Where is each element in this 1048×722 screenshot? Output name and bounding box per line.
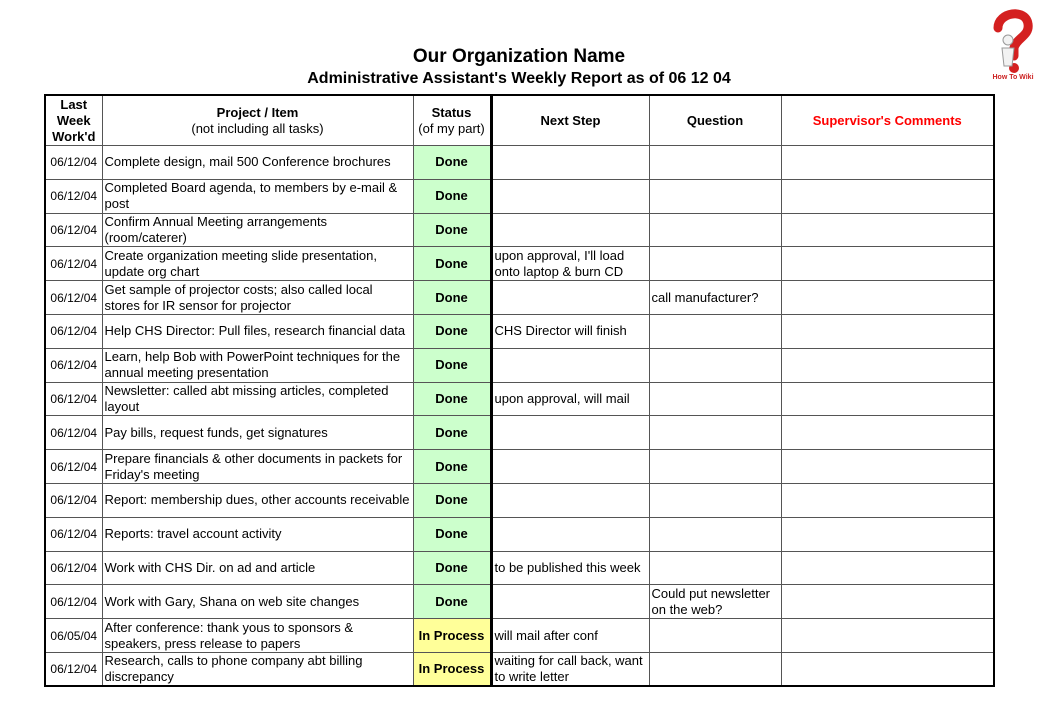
next-step-cell: [491, 179, 649, 213]
column-header-project: [102, 95, 413, 146]
week-cell: 06/12/04: [45, 382, 102, 416]
question-cell: [649, 146, 781, 180]
project-cell: After conference: thank yous to sponsors & speakers, press release to papers: [102, 619, 413, 653]
table-row: [45, 213, 994, 247]
question-cell: [649, 450, 781, 484]
organization-name: Our Organization Name: [412, 46, 626, 67]
week-cell: 06/12/04: [45, 281, 102, 315]
supervisor-comment-cell[interactable]: [781, 585, 994, 619]
project-cell: Work with CHS Dir. on ad and article: [102, 551, 413, 585]
week-cell: 06/12/04: [45, 146, 102, 180]
status-header-line1: Status: [431, 104, 472, 120]
status-cell: Done: [413, 382, 491, 416]
column-header-question: Question: [649, 95, 781, 146]
table-row: [45, 551, 994, 585]
status-cell: Done: [413, 146, 491, 180]
status-cell: Done: [413, 585, 491, 619]
supervisor-comment-cell[interactable]: [781, 213, 994, 247]
status-cell: Done: [413, 483, 491, 517]
week-header-line1: Last: [60, 96, 88, 112]
question-cell: [649, 382, 781, 416]
next-step-cell: [491, 146, 649, 180]
supervisor-comment-cell[interactable]: [781, 517, 994, 551]
table-row: [45, 450, 994, 484]
supervisor-comment-cell[interactable]: [781, 551, 994, 585]
table-row: [45, 585, 994, 619]
table-row: [45, 517, 994, 551]
next-step-cell: upon approval, I'll load onto laptop & burn CD: [491, 247, 649, 281]
supervisor-comment-cell[interactable]: [781, 652, 994, 686]
next-step-cell: to be published this week: [491, 551, 649, 585]
question-cell: [649, 247, 781, 281]
header-row: [45, 95, 994, 146]
status-cell: In Process: [413, 619, 491, 653]
table-row: [45, 314, 994, 348]
column-header-week: [45, 95, 102, 146]
next-step-cell: [491, 450, 649, 484]
question-cell: [649, 213, 781, 247]
week-cell: 06/12/04: [45, 450, 102, 484]
status-cell: Done: [413, 450, 491, 484]
next-step-cell: CHS Director will finish: [491, 314, 649, 348]
project-cell: Prepare financials & other documents in packets for Friday's meeting: [102, 450, 413, 484]
weekly-report-table: [44, 94, 995, 687]
project-cell: Completed Board agenda, to members by e-mail & post: [102, 179, 413, 213]
table-row: [45, 483, 994, 517]
next-step-cell: will mail after conf: [491, 619, 649, 653]
question-cell: [649, 314, 781, 348]
status-cell: Done: [413, 213, 491, 247]
status-cell: In Process: [413, 652, 491, 686]
question-cell: [649, 517, 781, 551]
status-cell: Done: [413, 517, 491, 551]
project-cell: Create organization meeting slide presentation, update org chart: [102, 247, 413, 281]
supervisor-comment-cell[interactable]: [781, 314, 994, 348]
week-cell: 06/12/04: [45, 551, 102, 585]
week-cell: 06/12/04: [45, 247, 102, 281]
status-header-line2: (of my part): [418, 120, 485, 136]
next-step-cell: [491, 348, 649, 382]
question-cell: [649, 652, 781, 686]
project-cell: Learn, help Bob with PowerPoint techniques for the annual meeting presentation: [102, 348, 413, 382]
supervisor-comment-cell[interactable]: [781, 619, 994, 653]
next-step-cell: [491, 483, 649, 517]
table-row: [45, 382, 994, 416]
question-cell: Could put newsletter on the web?: [649, 585, 781, 619]
table-row: [45, 179, 994, 213]
project-header-line1: Project / Item: [216, 104, 299, 120]
project-cell: Newsletter: called abt missing articles, completed layout: [102, 382, 413, 416]
project-cell: Work with Gary, Shana on web site changes: [102, 585, 413, 619]
status-cell: Done: [413, 348, 491, 382]
week-cell: 06/12/04: [45, 213, 102, 247]
status-cell: Done: [413, 314, 491, 348]
supervisor-comment-cell[interactable]: [781, 416, 994, 450]
project-cell: Pay bills, request funds, get signatures: [102, 416, 413, 450]
status-cell: Done: [413, 179, 491, 213]
status-cell: Done: [413, 551, 491, 585]
project-cell: Help CHS Director: Pull files, research financial data: [102, 314, 413, 348]
week-cell: 06/12/04: [45, 517, 102, 551]
supervisor-comment-cell[interactable]: [781, 247, 994, 281]
week-cell: 06/12/04: [45, 179, 102, 213]
supervisor-comment-cell[interactable]: [781, 483, 994, 517]
project-header-line2: (not including all tasks): [191, 120, 324, 136]
project-cell: Complete design, mail 500 Conference brochures: [102, 146, 413, 180]
table-row: [45, 348, 994, 382]
column-header-next-step: Next Step: [491, 95, 649, 146]
next-step-cell: [491, 281, 649, 315]
question-cell: [649, 348, 781, 382]
next-step-cell: [491, 213, 649, 247]
question-cell: [649, 483, 781, 517]
report-rows: [45, 146, 994, 687]
table-row: [45, 652, 994, 686]
supervisor-comment-cell[interactable]: [781, 281, 994, 315]
project-cell: Confirm Annual Meeting arrangements (room/caterer): [102, 213, 413, 247]
week-cell: 06/12/04: [45, 652, 102, 686]
week-header-line3: Work'd: [52, 128, 96, 144]
table-row: [45, 619, 994, 653]
table-row: [45, 281, 994, 315]
next-step-cell: [491, 585, 649, 619]
table-row: [45, 416, 994, 450]
status-cell: Done: [413, 247, 491, 281]
week-cell: 06/12/04: [45, 416, 102, 450]
week-cell: 06/12/04: [45, 483, 102, 517]
supervisor-comment-cell[interactable]: [781, 348, 994, 382]
status-cell: Done: [413, 281, 491, 315]
next-step-cell: upon approval, will mail: [491, 382, 649, 416]
week-cell: 06/12/04: [45, 585, 102, 619]
next-step-cell: waiting for call back, want to write letter: [491, 652, 649, 686]
table-row: [45, 146, 994, 180]
status-cell: Done: [413, 416, 491, 450]
column-header-status: [413, 95, 491, 146]
project-cell: Report: membership dues, other accounts receivable: [102, 483, 413, 517]
question-cell: [649, 416, 781, 450]
week-cell: 06/12/04: [45, 314, 102, 348]
next-step-cell: [491, 416, 649, 450]
question-cell: [649, 551, 781, 585]
project-cell: Get sample of projector costs; also called local stores for IR sensor for projector: [102, 281, 413, 315]
week-header-line2: Week: [56, 112, 91, 128]
report-title: Administrative Assistant's Weekly Report as of 06 12 04: [307, 70, 731, 87]
table-row: [45, 247, 994, 281]
supervisor-comment-cell[interactable]: [781, 450, 994, 484]
question-cell: [649, 619, 781, 653]
question-cell: [649, 179, 781, 213]
week-cell: 06/05/04: [45, 619, 102, 653]
supervisor-comment-cell[interactable]: [781, 179, 994, 213]
logo-caption: How To Wiki: [992, 74, 1034, 81]
column-header-supervisor-comments: Supervisor's Comments: [781, 95, 994, 146]
supervisor-comment-cell[interactable]: [781, 146, 994, 180]
question-cell: call manufacturer?: [649, 281, 781, 315]
next-step-cell: [491, 517, 649, 551]
week-cell: 06/12/04: [45, 348, 102, 382]
supervisor-comment-cell[interactable]: [781, 382, 994, 416]
project-cell: Research, calls to phone company abt billing discrepancy: [102, 652, 413, 686]
project-cell: Reports: travel account activity: [102, 517, 413, 551]
